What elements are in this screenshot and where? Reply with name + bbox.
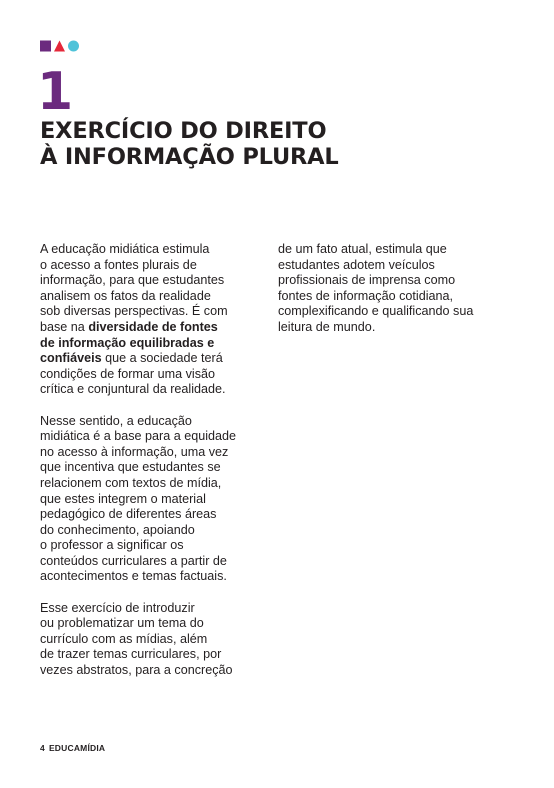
shapes-logo-icon (40, 40, 80, 52)
text-line: acontecimentos e temas factuais. (40, 569, 227, 584)
emphasis-text: de informação equilibradas e (40, 335, 215, 350)
text-line: informação, para que estudantes (40, 273, 225, 288)
text-line: crítica e conjuntural da realidade. (40, 382, 226, 397)
title-line-2: À INFORMAÇÃO PLURAL (40, 144, 339, 170)
text-line: profissionais de imprensa como (278, 273, 456, 288)
text-line: de um fato atual, estimula que (278, 242, 447, 256)
text-line: complexificando e qualificando sua (278, 304, 474, 319)
text-line: ou problematizar um tema do (40, 616, 204, 631)
text-segment: que a sociedade terá (101, 351, 223, 366)
text-line: Nesse sentido, a educação (40, 413, 192, 428)
text-line: conteúdos curriculares a partir de (40, 553, 227, 568)
text-line: estudantes adotem veículos (278, 257, 435, 272)
emphasis-text: confiáveis (40, 351, 102, 366)
text-line: relacionem com textos de mídia, (40, 475, 222, 490)
text-line: o acesso a fontes plurais de (40, 257, 197, 272)
text-line: que incentiva que estudantes se (40, 460, 221, 475)
text-line: currículo com as mídias, além (40, 631, 208, 646)
title-line-1: EXERCÍCIO DO DIREITO (40, 118, 327, 144)
text-line: Esse exercício de introduzir (40, 600, 195, 615)
text-line: de trazer temas curriculares, por (40, 647, 222, 662)
page-footer (40, 743, 105, 753)
text-line (40, 320, 264, 336)
page-title (40, 118, 339, 170)
left-column (40, 242, 264, 694)
chapter-number: 1 (37, 62, 74, 122)
text-segment: base na (40, 319, 89, 334)
text-line: A educação midiática estimula (40, 242, 210, 256)
paragraph-1 (40, 242, 264, 398)
right-column (278, 242, 508, 351)
footer-brand: EDUCAMÍDIA (48, 743, 106, 753)
text-line: pedagógico de diferentes áreas (40, 507, 217, 522)
text-line: do conhecimento, apoiando (40, 522, 195, 537)
text-line: no acesso à informação, uma vez (40, 444, 229, 459)
triangle-shape (54, 41, 65, 52)
text-line (40, 336, 264, 352)
square-shape (40, 41, 51, 52)
circle-shape (68, 41, 79, 52)
emphasis-text: diversidade de fontes (88, 319, 218, 334)
page-number: 4 (40, 743, 45, 753)
text-line: sob diversas perspectivas. É com (40, 304, 228, 319)
text-line: o professor a significar os (40, 538, 184, 553)
paragraph-2 (40, 414, 264, 586)
text-line: leitura de mundo. (278, 319, 376, 334)
text-line: midiática é a base para a equidade (40, 429, 237, 444)
text-line: condições de formar uma visão (40, 366, 215, 381)
text-line: fontes de informação cotidiana, (278, 288, 454, 303)
text-line: analisem os fatos da realidade (40, 288, 211, 303)
text-line: vezes abstratos, para a concreção (40, 663, 233, 678)
text-line: que estes integrem o material (40, 491, 206, 506)
text-line (40, 351, 264, 367)
paragraph-3-continued (278, 242, 508, 336)
paragraph-3 (40, 601, 264, 679)
